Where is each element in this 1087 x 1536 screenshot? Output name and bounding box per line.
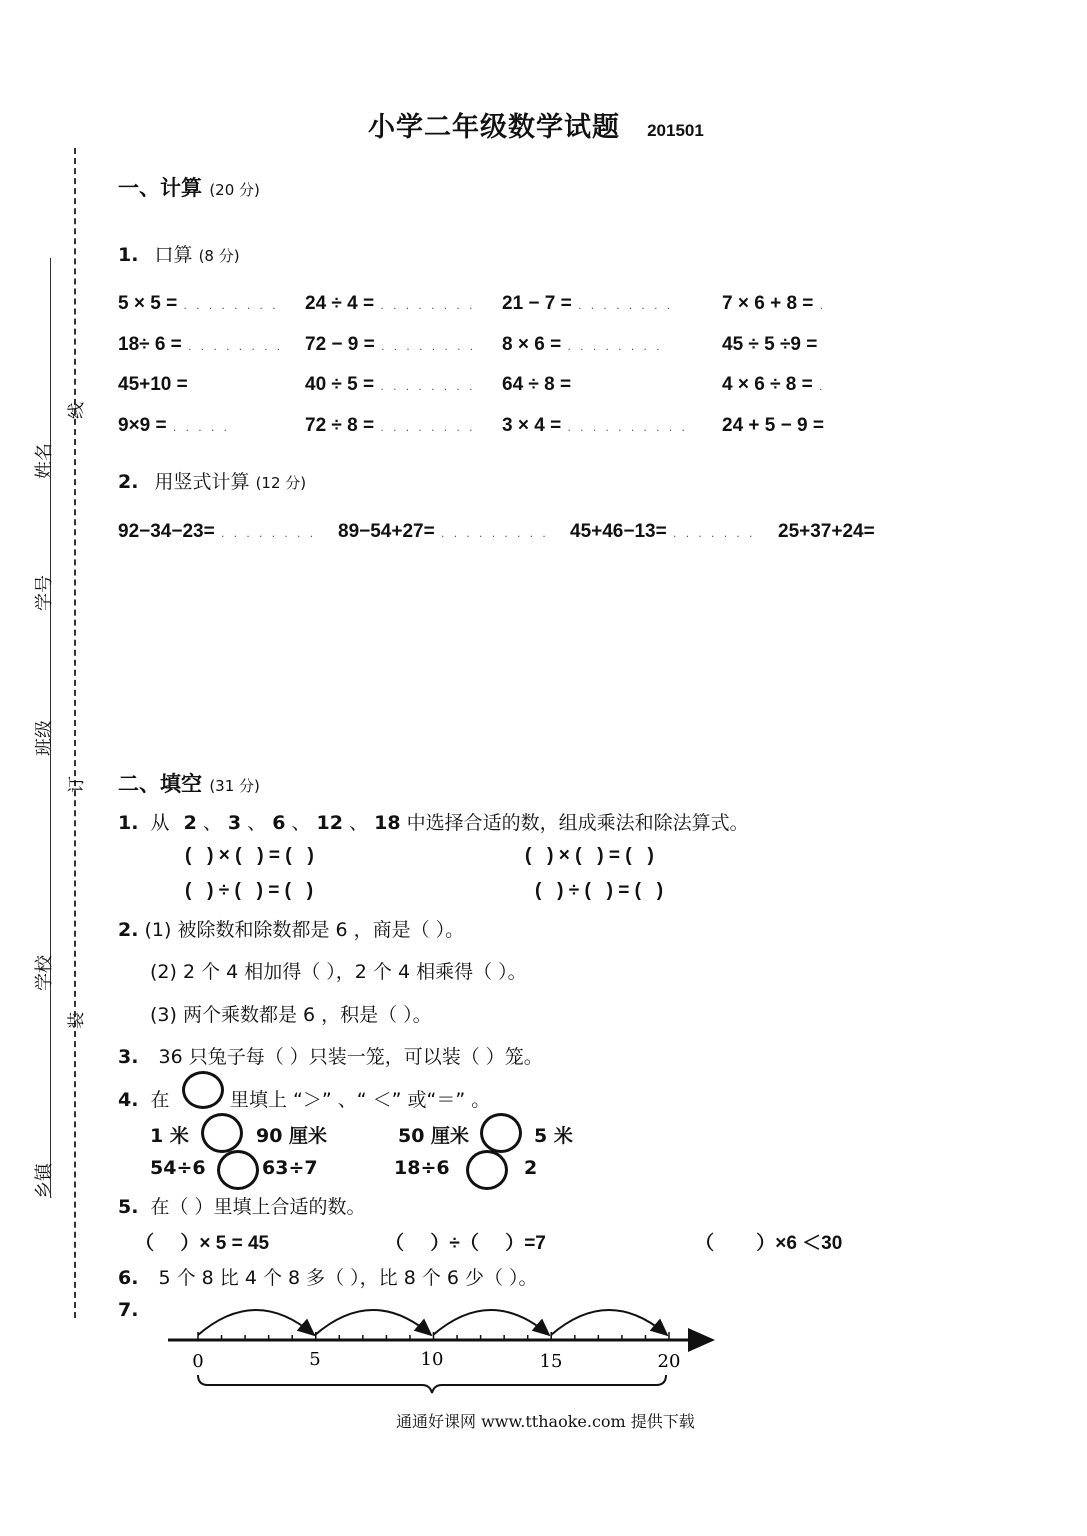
- oral-r2c4: 45 ÷ 5 ÷9 =: [722, 334, 818, 355]
- s2-q2-p1: 2. (1) 被除数和除数都是 6 ，商是（ ）。: [118, 919, 465, 941]
- s2-q4-text: 里填上 “＞” 、“ ＜” 或“＝” 。: [230, 1089, 491, 1111]
- s1-q2-label: 2.: [118, 471, 139, 493]
- compare-circle-example: [182, 1071, 224, 1109]
- oral-r1c2: 24 ÷ 4 = . . . . . . . .: [305, 293, 476, 314]
- s1-q2: [118, 467, 306, 494]
- s1-q1-label: 1.: [118, 244, 139, 266]
- s1-q1-points: (8 分): [198, 247, 240, 265]
- oral-r2c3: 8 × 6 = . . . . . . . .: [502, 334, 663, 355]
- binding-field-name: 姓名: [34, 443, 55, 479]
- tick-label-15: 15: [539, 1351, 563, 1372]
- s1-q2-text: 用竖式计算: [154, 471, 250, 493]
- binding-field-township: 乡镇: [34, 1163, 55, 1199]
- binding-field-student-id: 学号: [34, 575, 55, 611]
- s2-q1-row2-left: ( ) ÷ ( ) = ( ): [185, 880, 314, 901]
- jump-arc-1: [198, 1310, 314, 1335]
- binding-field-class: 班级: [34, 720, 55, 756]
- oral-r4c4: 24 + 5 − 9 =: [722, 415, 824, 436]
- s2-q4-r2a: 54÷6: [150, 1157, 206, 1179]
- tick-label-20: 20: [657, 1351, 681, 1372]
- compare-circle-4[interactable]: [466, 1150, 508, 1190]
- number-line-minor-ticks: [198, 1332, 669, 1340]
- s2-q6: 6. 5 个 8 比 4 个 8 多（ ），比 8 个 6 少（ ）。: [118, 1267, 538, 1289]
- tick-label-0: 0: [192, 1351, 204, 1372]
- oral-r3c1: 45+10 =: [118, 374, 188, 395]
- number-line-figure: [160, 1295, 730, 1400]
- s1-q1: [118, 240, 240, 267]
- page-title: 小学二年级数学试题: [368, 112, 620, 143]
- s2-q4-r2b: 63÷7: [262, 1157, 318, 1179]
- section2-heading: [118, 768, 260, 798]
- s2-q4-r1d: 5 米: [534, 1125, 573, 1147]
- s1-q1-text: 口算: [154, 244, 193, 266]
- compare-circle-2[interactable]: [480, 1113, 522, 1153]
- s2-q3: 3. 36 只兔子每（ ）只装一笼，可以装（ ）笼。: [118, 1046, 543, 1068]
- binding-field-school: 学校: [34, 955, 55, 991]
- s1-q2-points: (12 分): [255, 474, 307, 492]
- s2-q4-r1c: 50 厘米: [398, 1125, 470, 1147]
- oral-r3c3: 64 ÷ 8 =: [502, 374, 572, 395]
- s2-q4-r2c: 18÷6: [394, 1157, 450, 1179]
- oral-r2c2: 72 − 9 = . . . . . . . .: [305, 334, 477, 355]
- jump-arc-3: [433, 1310, 549, 1335]
- title-block: [368, 105, 704, 144]
- s2-q2-p2: (2) 2 个 4 相加得（ ），2 个 4 相乘得（ ）。: [150, 961, 527, 983]
- range-brace: [198, 1375, 666, 1393]
- binding-mark-bind: 装: [67, 1012, 87, 1029]
- s2-q5-e1: （ ）× 5 = 45: [135, 1233, 270, 1254]
- jump-arc-4: [551, 1310, 667, 1335]
- oral-r4c3: 3 × 4 = . . . . . . . . . .: [502, 415, 688, 436]
- vertical-1: 92−34−23= . . . . . . . .: [118, 521, 317, 542]
- footer-credit: 通通好课网 www.tthaoke.com 提供下载: [396, 1412, 695, 1431]
- s2-q7-label: 7.: [118, 1299, 139, 1321]
- binding-dashed-line: [74, 148, 76, 1318]
- oral-r1c1: 5 × 5 = . . . . . . . .: [118, 293, 279, 314]
- tick-label-5: 5: [309, 1349, 321, 1370]
- s2-q1-row2-right: ( ) ÷ ( ) = ( ): [535, 880, 664, 901]
- section2-points: (31 分): [209, 777, 260, 795]
- s2-q5: 5. 在（ ）里填上合适的数。: [118, 1196, 366, 1218]
- s2-q4-r2d: 2: [524, 1157, 538, 1179]
- section1-heading-text: 一、计算: [118, 176, 202, 200]
- compare-circle-3[interactable]: [217, 1150, 259, 1190]
- oral-r1c3: 21 − 7 = . . . . . . . .: [502, 293, 674, 314]
- tick-label-10: 10: [420, 1349, 444, 1370]
- section2-heading-text: 二、填空: [118, 772, 202, 796]
- s2-q4-r1b: 90 厘米: [256, 1125, 328, 1147]
- oral-r2c1: 18÷ 6 = . . . . . . . .: [118, 334, 284, 355]
- oral-r4c2: 72 ÷ 8 = . . . . . . . .: [305, 415, 476, 436]
- s2-q2-p3: (3) 两个乘数都是 6 ，积是（ ）。: [150, 1004, 432, 1026]
- s2-q1: 1. 从 2 、 3 、 6 、 12 、 18 中选择合适的数，组成乘法和除法算式。: [118, 812, 749, 834]
- oral-r4c1: 9×9 = . . . . .: [118, 415, 230, 436]
- title-code: 201501: [647, 121, 704, 140]
- compare-circle-1[interactable]: [201, 1113, 243, 1153]
- section1-heading: [118, 172, 260, 202]
- oral-r1c4: 7 × 6 + 8 = .: [722, 293, 827, 314]
- oral-r3c4: 4 × 6 ÷ 8 = .: [722, 374, 826, 395]
- s2-q1-row1-right: ( ) × ( ) = ( ): [525, 845, 654, 866]
- s2-q5-e3: （ ）×6 ＜30: [695, 1233, 843, 1254]
- vertical-2: 89−54+27= . . . . . . . . .: [338, 521, 549, 542]
- jump-arc-2: [315, 1310, 431, 1335]
- section1-points: (20 分): [209, 181, 260, 199]
- vertical-3: 45+46−13= . . . . . . .: [570, 521, 756, 542]
- vertical-4: 25+37+24=: [778, 521, 875, 542]
- binding-mark-line: 线: [67, 402, 87, 419]
- s2-q1-row1-left: ( ) × ( ) = ( ): [185, 845, 314, 866]
- s2-q4-r1a: 1 米: [150, 1125, 189, 1147]
- s2-q4-label: 4. 在: [118, 1089, 170, 1111]
- s2-q5-e2: （ ）÷（ ）=7: [385, 1233, 546, 1254]
- binding-mark-order: 订: [67, 776, 87, 793]
- oral-r3c2: 40 ÷ 5 = . . . . . . . .: [305, 374, 476, 395]
